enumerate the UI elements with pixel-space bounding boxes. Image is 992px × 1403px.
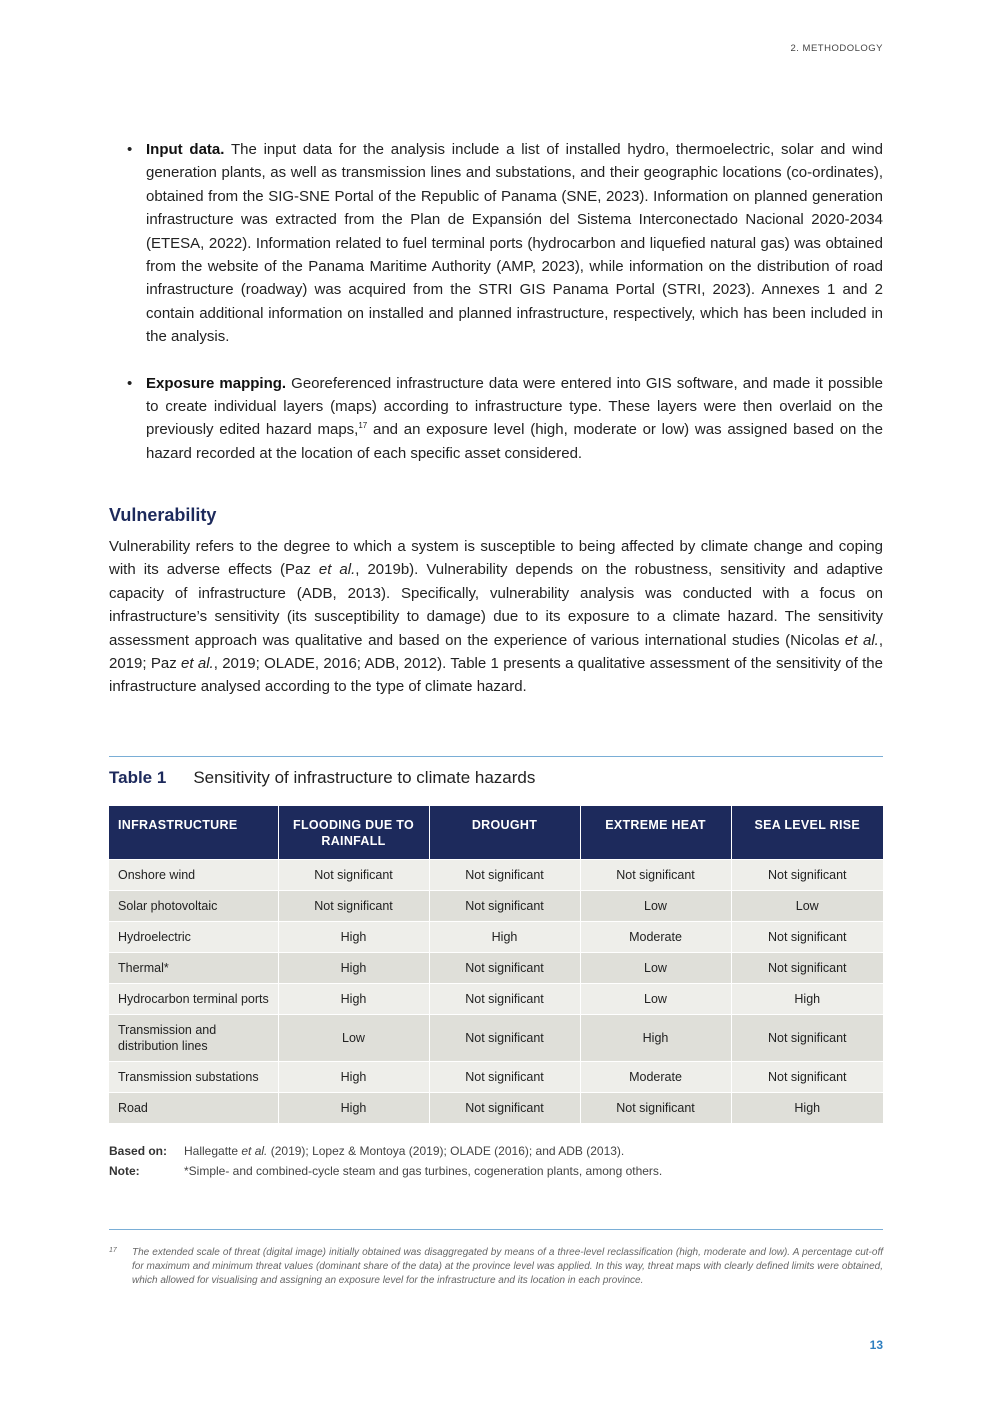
table-cell: Not significant	[278, 860, 429, 891]
table-cell: Not significant	[429, 1093, 580, 1124]
paragraph-text: , 2019; OLADE, 2016; ADB, 2012). Table 1 presents a qualitative assessment of the sensitivity of the infrastructure analysed according to the type of climate hazard.	[109, 655, 883, 696]
table-cell: Transmission and distribution lines	[109, 1015, 278, 1062]
paragraph-text: , 2019b). Vulnerability depends on the robustness, sensitivity and adaptive capacity of infrastructure (ADB, 2013). Specifically, vulnerability analysis was conducted with a focus on infrastructure’s sensitivity (its susceptibility to damage) due to its exposure to a climate hazard. The sensitivity assessment approach was qualitative and based on the experience of various international studies (Nicolas	[109, 561, 883, 649]
table-cell: Thermal*	[109, 953, 278, 984]
table-row	[109, 922, 883, 953]
table-cell: Not significant	[731, 953, 883, 984]
bullet-exposure-mapping	[109, 372, 883, 466]
table-cell: High	[731, 1093, 883, 1124]
table-cell: Transmission substations	[109, 1062, 278, 1093]
bullet-label: Input data.	[146, 141, 225, 158]
bullet-text: The input data for the analysis include a list of installed hydro, thermoelectric, solar and wind generation plants, as well as transmission lines and substations, and their geographic locations (co-ordinates), obtained from the SIG-SNE Portal of the Republic of Panama (SNE, 2023). Information on planned generation infrastructure was extracted from the Plan de Expansión del Sistema Interconectado Nacional 2020-2034 (ETESA, 2022). Information related to fuel terminal ports (hydrocarbon and liquefied natural gas) was obtained from the website of the Panama Maritime Authority (AMP, 2023), while information on the distribution of road infrastructure (roadway) was acquired from the STRI GIS Panama Portal (STRI, 2023). Annexes 1 and 2 contain additional information on installed and planned infrastructure, respectively, which has been included in the analysis.	[146, 141, 883, 346]
table-cell: Hydroelectric	[109, 922, 278, 953]
et-al: et al.	[181, 655, 214, 673]
table-note	[109, 1162, 662, 1182]
footnote-reference[interactable]: 17	[358, 421, 368, 431]
bullet-text: and an exposure level (high, moderate or low) was assigned based on the hazard recorded at the location of each specific asset considered.	[146, 421, 883, 462]
bullet-dot-icon: •	[127, 374, 133, 392]
table-cell: Low	[580, 891, 731, 922]
note-text: *Simple- and combined-cycle steam and gas turbines, cogeneration plants, among others.	[184, 1163, 663, 1178]
bullet-input-data	[109, 138, 883, 349]
table-cell: Low	[731, 891, 883, 922]
table-cell: Not significant	[731, 1015, 883, 1062]
source-text-part: (2019); Lopez & Montoya (2019); OLADE (2016); and ADB (2013).	[267, 1144, 625, 1158]
footnote-rule	[109, 1229, 883, 1230]
table-cell: Not significant	[429, 1062, 580, 1093]
table-cell: High	[429, 922, 580, 953]
table-cell: High	[278, 922, 429, 953]
source-text-part: Hallegatte	[184, 1144, 242, 1158]
column-header: DROUGHT	[429, 806, 580, 860]
table-cell: Onshore wind	[109, 860, 278, 891]
table-cell: Solar photovoltaic	[109, 891, 278, 922]
table-cell: Not significant	[429, 953, 580, 984]
table-cell: Not significant	[429, 891, 580, 922]
source-text	[184, 1142, 624, 1162]
table-cell: Not significant	[731, 860, 883, 891]
et-al: et al.	[318, 561, 356, 579]
paragraph-text: Vulnerability refers to the degree to which a system is susceptible to being affected by climate change and coping with its adverse effects (Paz	[109, 538, 883, 579]
table-cell: Road	[109, 1093, 278, 1124]
column-header: INFRASTRUCTURE	[109, 806, 278, 860]
table-cell: Moderate	[580, 1062, 731, 1093]
table-title: Sensitivity of infrastructure to climate hazards	[193, 768, 536, 787]
page-number: 13	[869, 1338, 883, 1352]
table-cell: Not significant	[580, 860, 731, 891]
column-header: FLOODING DUE TO RAINFALL	[278, 806, 429, 860]
table-cell: Not significant	[731, 1062, 883, 1093]
sensitivity-table	[109, 806, 883, 1123]
table-cell: Hydrocarbon terminal ports	[109, 984, 278, 1015]
table-cell: High	[278, 1062, 429, 1093]
table-row	[109, 984, 883, 1015]
et-al: et al.	[844, 631, 879, 649]
table-row	[109, 953, 883, 984]
table-cell: Not significant	[731, 922, 883, 953]
note-label: Note:	[109, 1163, 140, 1178]
table-cell: Low	[580, 953, 731, 984]
footnote-number: 17	[109, 1247, 117, 1254]
bullet-label: Exposure mapping.	[146, 374, 287, 392]
table-cell: High	[278, 984, 429, 1015]
table-cell: High	[278, 1093, 429, 1124]
source-label: Based on:	[109, 1144, 168, 1158]
table-cell: High	[580, 1015, 731, 1062]
source-note	[109, 1142, 662, 1162]
column-header: EXTREME HEAT	[580, 806, 731, 860]
table-row	[109, 1093, 883, 1124]
table-cell: Low	[580, 984, 731, 1015]
footnote	[109, 1246, 883, 1289]
table-cell: Moderate	[580, 922, 731, 953]
table-number: Table 1	[109, 768, 167, 787]
table-notes	[109, 1142, 662, 1181]
column-header: SEA LEVEL RISE	[731, 806, 883, 860]
bullet-paragraph	[146, 138, 883, 349]
bullet-dot-icon: •	[127, 141, 133, 158]
table-cell: Not significant	[429, 984, 580, 1015]
vulnerability-paragraph	[109, 535, 883, 699]
table-row	[109, 860, 883, 891]
bullet-paragraph	[146, 372, 883, 466]
table-cell: Low	[278, 1015, 429, 1062]
et-al: et al.	[241, 1144, 268, 1158]
table-header-row	[109, 806, 883, 860]
table-cell: Not significant	[429, 860, 580, 891]
table-cell: Not significant	[278, 891, 429, 922]
paragraph-text: , 2019; Paz	[109, 631, 884, 673]
table-row	[109, 891, 883, 922]
table-cell: Not significant	[580, 1093, 731, 1124]
footnote-text: The extended scale of threat (digital image) initially obtained was disaggregated by means of a three-level reclassification (high, moderate and low). A percentage cut-off for maximum and minimum threat values (dominant share of the data) at the province level was applied. In this way, threat maps with clearly defined limits were obtained, which allowed for visualising and assigning an exposure level for the infrastructure and its location in each province.	[132, 1247, 883, 1287]
section-heading: Vulnerability	[109, 505, 217, 525]
running-head: 2. METHODOLOGY	[790, 43, 883, 54]
table-top-rule	[109, 756, 883, 757]
table-cell: Not significant	[429, 1015, 580, 1062]
table-cell: High	[278, 953, 429, 984]
table-caption	[109, 768, 535, 788]
table-row	[109, 1015, 883, 1062]
bullet-list	[109, 138, 883, 488]
table-cell: High	[731, 984, 883, 1015]
bullet-text: Georeferenced infrastructure data were entered into GIS software, and made it possible to create individual layers (maps) according to infrastructure type. These layers were then overlaid on the previously edited hazard maps,	[146, 374, 883, 439]
table-row	[109, 1062, 883, 1093]
